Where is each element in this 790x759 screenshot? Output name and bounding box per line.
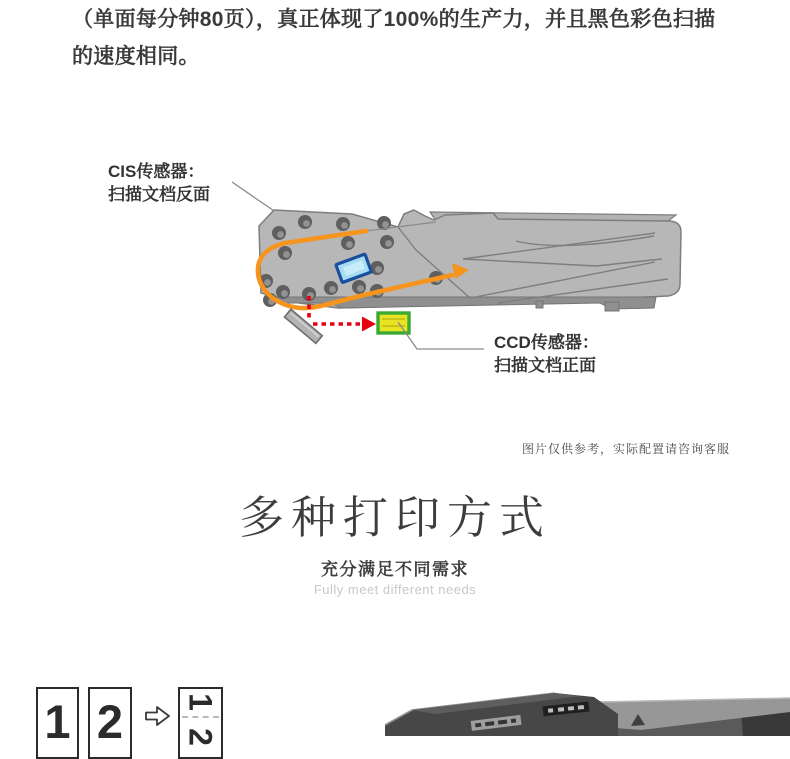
mirror-icon — [284, 309, 322, 343]
ccd-label-line1: CCD传感器： — [494, 333, 599, 352]
page-2-number: 2 — [96, 695, 124, 748]
two-up-page-icon — [178, 687, 223, 759]
cis-label-line2: 扫描文档反面 — [108, 185, 210, 204]
adf-foot — [605, 302, 619, 311]
printer-photo — [385, 690, 790, 736]
adf-foot — [536, 301, 543, 308]
page-2-icon — [88, 687, 132, 759]
intro-paragraph: （单面每分钟80页），真正体现了100%的生产力，并且黑色彩色扫描的速度相同。 — [72, 8, 716, 68]
section-subtitle-english: Fully meet different needs — [313, 582, 477, 597]
photo-disclaimer-note: 图片仅供参考，实际配置请咨询客服 — [521, 442, 730, 456]
page-1-icon — [36, 687, 79, 759]
red-light-arrowhead-icon — [362, 317, 376, 332]
ccd-sensor-label — [494, 331, 599, 377]
page-1-number: 1 — [44, 695, 71, 748]
ccd-label-line2: 扫描文档正面 — [494, 356, 596, 375]
cis-label-line1: CIS传感器： — [108, 162, 205, 181]
merged-page-number-2: 2 — [182, 728, 219, 746]
ccd-leader-line — [398, 322, 484, 349]
arrow-right-icon — [144, 704, 172, 728]
merged-page-number-1: 1 — [182, 693, 219, 711]
section-title: 多种打印方式 — [238, 492, 551, 543]
cis-sensor-label — [108, 160, 210, 206]
section-subtitle: 充分满足不同需求 — [321, 560, 469, 579]
